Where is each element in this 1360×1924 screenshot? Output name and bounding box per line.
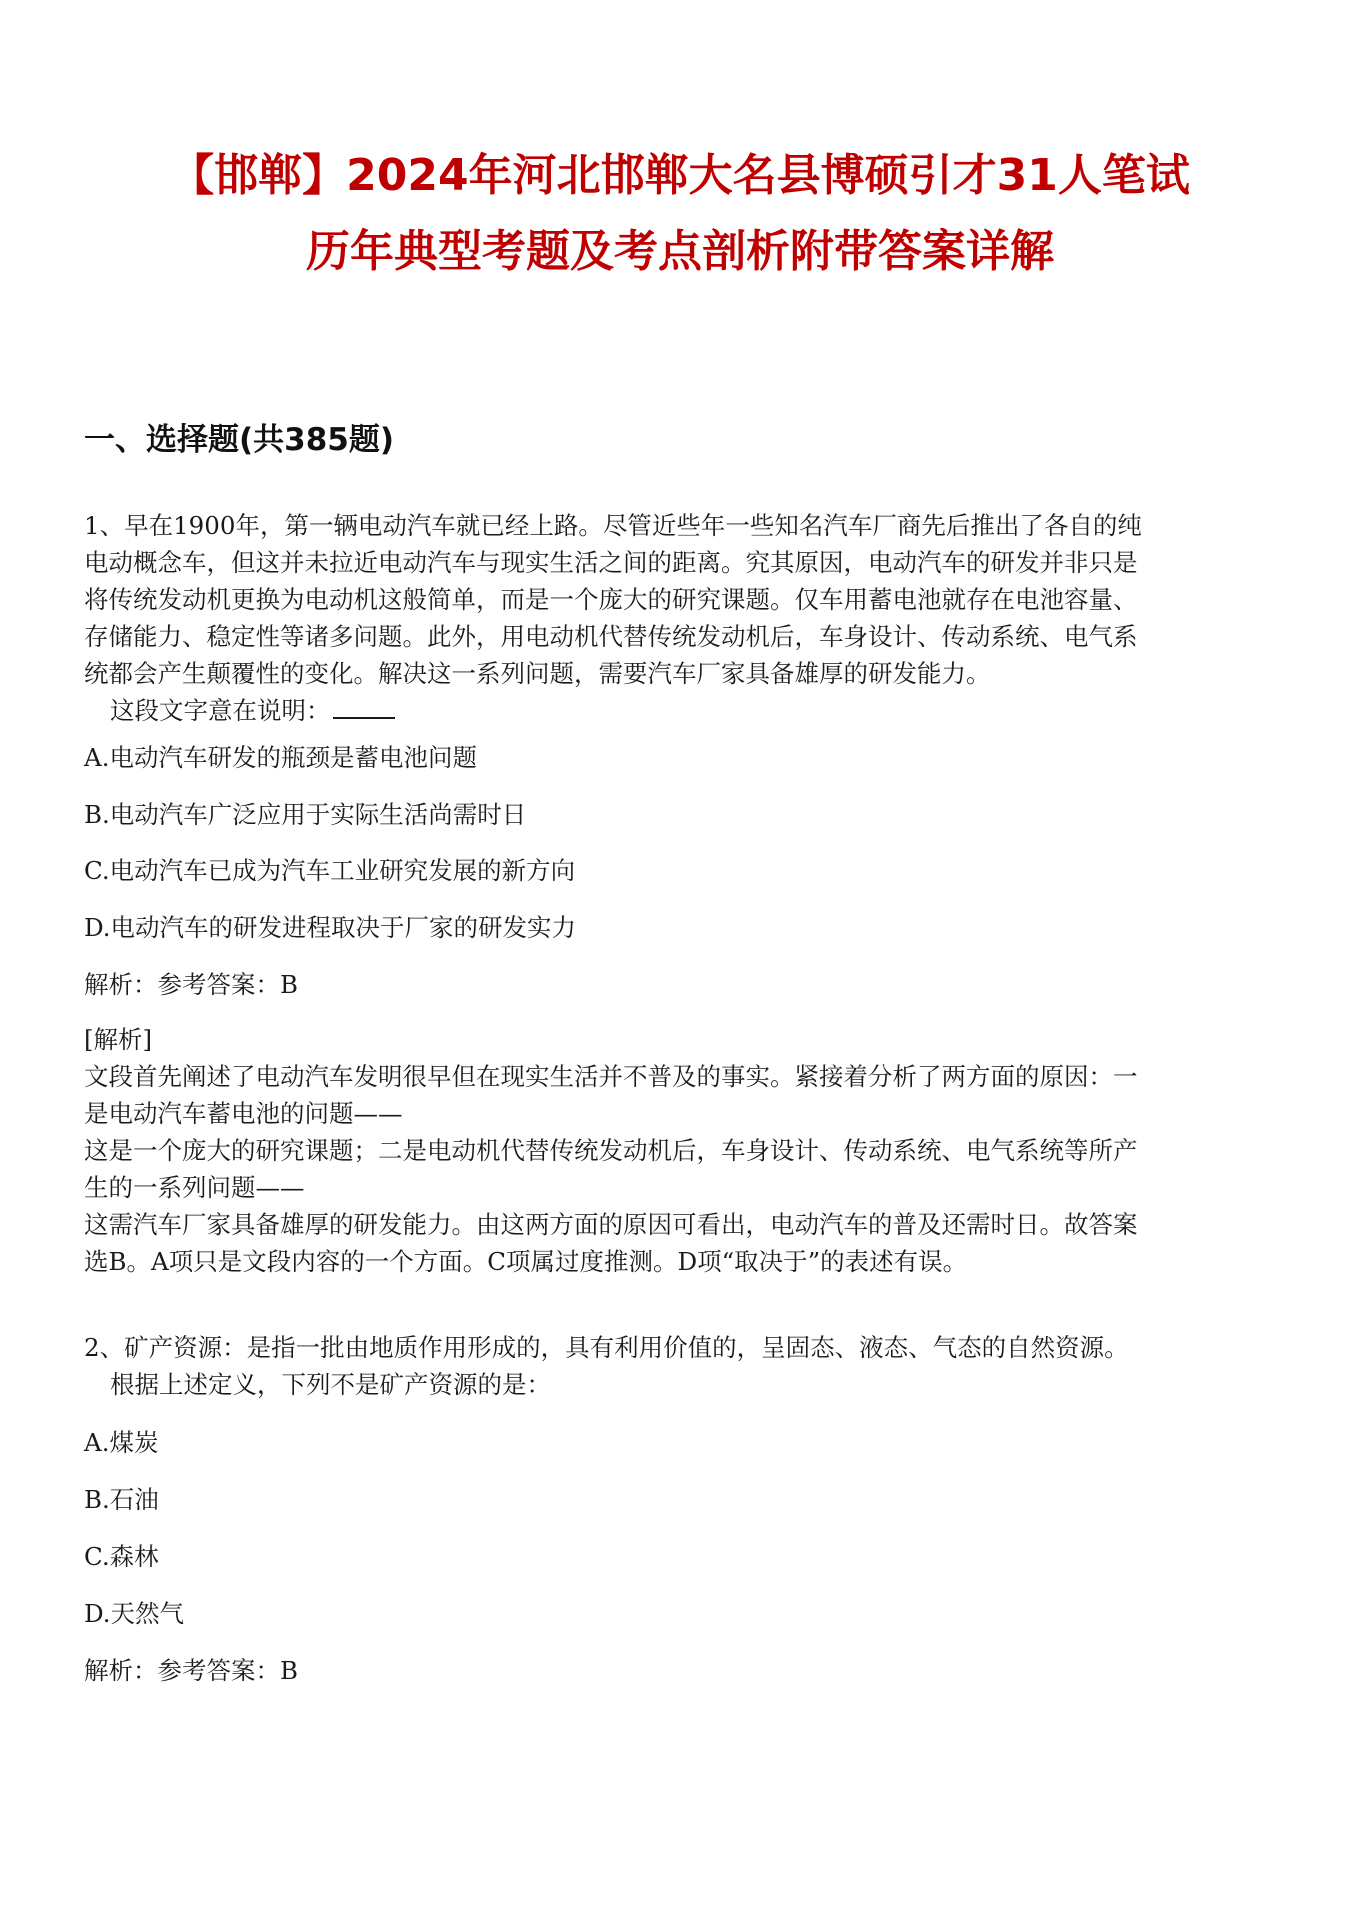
q1-stem-line-3: 将传统发动机更换为电动机这般简单，而是一个庞大的研究课题。仅车用蓄电池就存在电池容量、 bbox=[84, 585, 1138, 614]
q2-option-d: D.天然气 bbox=[84, 1599, 185, 1628]
q1-option-b: B.电动汽车广泛应用于实际生活尚需时日 bbox=[84, 800, 527, 829]
section-heading: 一、选择题(共385题) bbox=[84, 422, 395, 458]
q1-stem-line-2: 电动概念车，但这并未拉近电动汽车与现实生活之间的距离。究其原因，电动汽车的研发并非只是 bbox=[84, 548, 1138, 577]
q1-stem-line-5: 统都会产生颠覆性的变化。解决这一系列问题，需要汽车厂家具备雄厚的研发能力。 bbox=[84, 659, 991, 688]
document-title bbox=[60, 138, 1300, 290]
q1-stem-line-4: 存储能力、稳定性等诸多问题。此外，用电动机代替传统发动机后，车身设计、传动系统、电气系 bbox=[84, 622, 1138, 651]
q1-answer: 解析：参考答案：B bbox=[84, 970, 299, 999]
q2-stem: 2、矿产资源：是指一批由地质作用形成的，具有利用价值的，呈固态、液态、气态的自然资源。 bbox=[84, 1333, 1129, 1362]
q1-prompt-line bbox=[84, 693, 395, 729]
q1-analysis-line-3: 这是一个庞大的研究课题；二是电动机代替传统发动机后，车身设计、传动系统、电气系统等所产 bbox=[84, 1136, 1138, 1165]
q1-analysis-line-5: 这需汽车厂家具备雄厚的研发能力。由这两方面的原因可看出，电动汽车的普及还需时日。故答案 bbox=[84, 1210, 1138, 1239]
title-line-2: 历年典型考题及考点剖析附带答案详解 bbox=[306, 226, 1054, 277]
answer-blank bbox=[333, 695, 395, 719]
q2-option-b: B.石油 bbox=[84, 1485, 159, 1514]
q1-analysis-line-6: 选B。A项只是文段内容的一个方面。C项属过度推测。D项“取决于”的表述有误。 bbox=[84, 1247, 968, 1276]
q2-option-a: A.煤炭 bbox=[84, 1428, 159, 1457]
q1-analysis-line-2: 是电动汽车蓄电池的问题—— bbox=[84, 1099, 403, 1128]
q2-option-c: C.森林 bbox=[84, 1542, 159, 1571]
q1-prompt: 这段文字意在说明： bbox=[110, 696, 331, 725]
q1-option-a: A.电动汽车研发的瓶颈是蓄电池问题 bbox=[84, 743, 477, 772]
q1-stem-line-1: 1、早在1900年，第一辆电动汽车就已经上路。尽管近些年一些知名汽车厂商先后推出了各自的纯 bbox=[84, 511, 1142, 540]
q1-analysis-line-4: 生的一系列问题—— bbox=[84, 1173, 305, 1202]
q2-prompt: 根据上述定义，下列不是矿产资源的是： bbox=[110, 1370, 551, 1399]
title-line-1: 【邯郸】2024年河北邯郸大名县博硕引才31人笔试 bbox=[170, 150, 1190, 201]
q1-analysis-line-1: 文段首先阐述了电动汽车发明很早但在现实生活并不普及的事实。紧接着分析了两方面的原因：一 bbox=[84, 1062, 1138, 1091]
q2-answer: 解析：参考答案：B bbox=[84, 1656, 299, 1685]
q1-analysis-tag: [解析] bbox=[84, 1025, 153, 1054]
q1-option-c: C.电动汽车已成为汽车工业研究发展的新方向 bbox=[84, 856, 576, 885]
q1-option-d: D.电动汽车的研发进程取决于厂家的研发实力 bbox=[84, 913, 577, 942]
